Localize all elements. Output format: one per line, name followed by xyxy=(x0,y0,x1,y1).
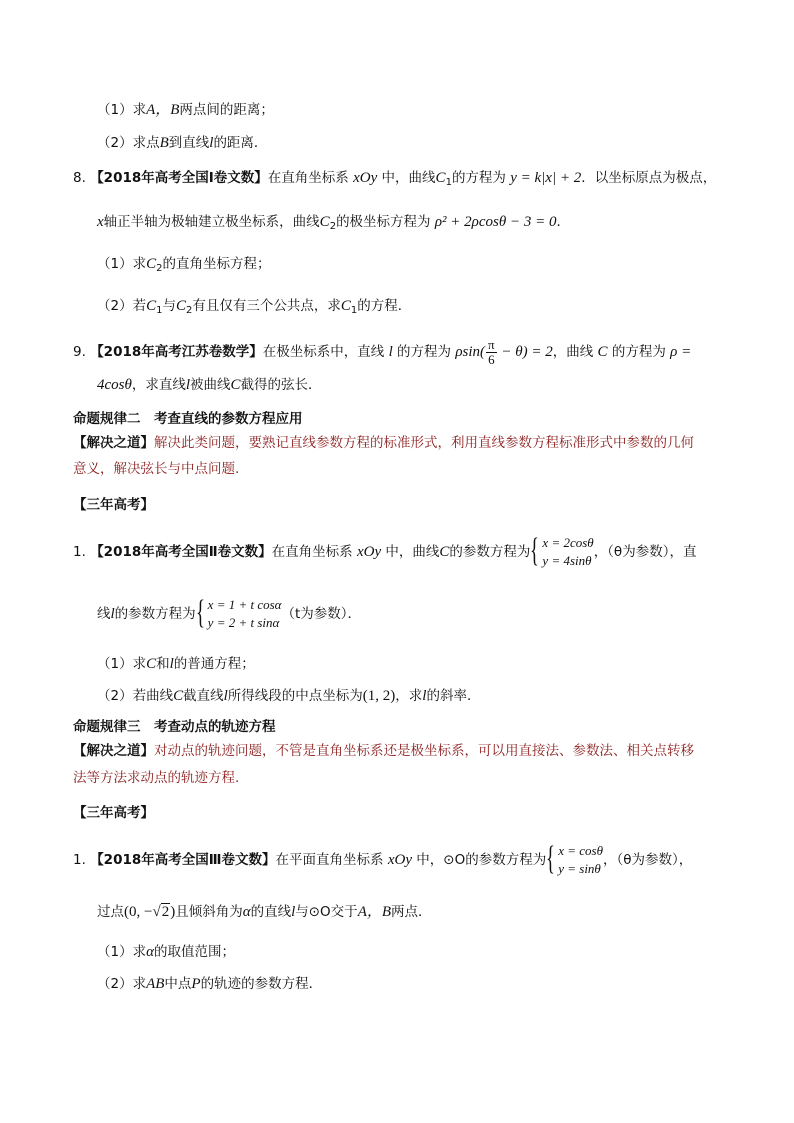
rule3-body-line2: 法等方法求动点的轨迹方程. xyxy=(73,770,240,786)
r2q1-line1: 1. 【2018年高考全国Ⅱ卷文数】在直角坐标系 xOy 中，曲线C的参数方程为 { x = 2cosθ y = 4sinθ ，（θ为参数），直 xyxy=(73,532,697,569)
r2q1-line2: 线l的参数方程为 { x = 1 + t cosα y = 2 + t sinα （t为参数）． xyxy=(97,594,362,631)
three-years-heading-1: 【三年高考】 xyxy=(73,497,154,513)
pi-over-6-fraction: $\frac{\pi}{6}$ xyxy=(488,336,495,367)
r3q1-part1: （1）求α的取值范围； xyxy=(97,944,235,960)
rule2-title: 命题规律二 考查直线的参数方程应用 xyxy=(73,411,303,427)
r3q1-part2: （2）求AB中点P的轨迹的参数方程． xyxy=(97,976,323,992)
q9-line1: 9. 【2018年高考江苏卷数学】在极坐标系中，直线 l 的方程为 ρsin( $\frac{\pi}{6}$ − θ) = 2，曲线 C 的方程为 ρ = xyxy=(73,336,692,367)
r2q1-part2: （2）若曲线C截直线l所得线段的中点坐标为(1, 2)，求l的斜率． xyxy=(97,688,481,704)
q8-line1: 8. 【2018年高考全国Ⅰ卷文数】在直角坐标系 xOy 中，曲线$C_1$的方程为 y = k|x| + 2．以坐标原点为极点， xyxy=(73,170,717,188)
q8-line2: x轴正半轴为极轴建立极坐标系，曲线$C_2$的极坐标方程为 ρ² + 2ρcosθ − 3 = 0． xyxy=(97,214,570,232)
q8-part2: （2）若$C_1$与$C_2$有且仅有三个公共点，求$C_1$的方程． xyxy=(97,298,412,316)
parametric-system-circle-o: { x = cosθ y = sinθ xyxy=(546,840,603,877)
parametric-system-curve-c: { x = 2cosθ y = 4sinθ xyxy=(530,532,594,569)
r3q1-line2: 过点(0, −√2)且倾斜角为α的直线l与⊙O交于A，B两点． xyxy=(97,904,432,920)
parametric-system-line-l: { x = 1 + t cosα y = 2 + t sinα xyxy=(195,594,282,631)
q7-part2: （2）求点B到直线l的距离． xyxy=(97,135,268,151)
rule3-body-line1: 【解决之道】对动点的轨迹问题，不管是直角坐标系还是极坐标系，可以用直接法、参数法、相关点转移 xyxy=(73,743,694,759)
q8-part1: （1）求$C_2$的直角坐标方程； xyxy=(97,256,271,274)
r2q1-part1: （1）求C和l的普通方程； xyxy=(97,656,255,672)
q9-line2: 4cosθ，求直线l被曲线C截得的弦长． xyxy=(97,377,322,393)
rule2-body-line2: 意义，解决弦长与中点问题. xyxy=(73,461,240,477)
q7-part1: （1）求A，B两点间的距离； xyxy=(97,102,274,118)
rule2-body-line1: 【解决之道】解决此类问题，要熟记直线参数方程的标准形式，利用直线参数方程标准形式中参数的几何 xyxy=(73,435,694,451)
r3q1-line1: 1. 【2018年高考全国Ⅲ卷文数】在平面直角坐标系 xOy 中，⊙O的参数方程为 { x = cosθ y = sinθ ，（θ为参数）， xyxy=(73,840,693,877)
three-years-heading-2: 【三年高考】 xyxy=(73,805,154,821)
rule3-title: 命题规律三 考查动点的轨迹方程 xyxy=(73,719,276,735)
